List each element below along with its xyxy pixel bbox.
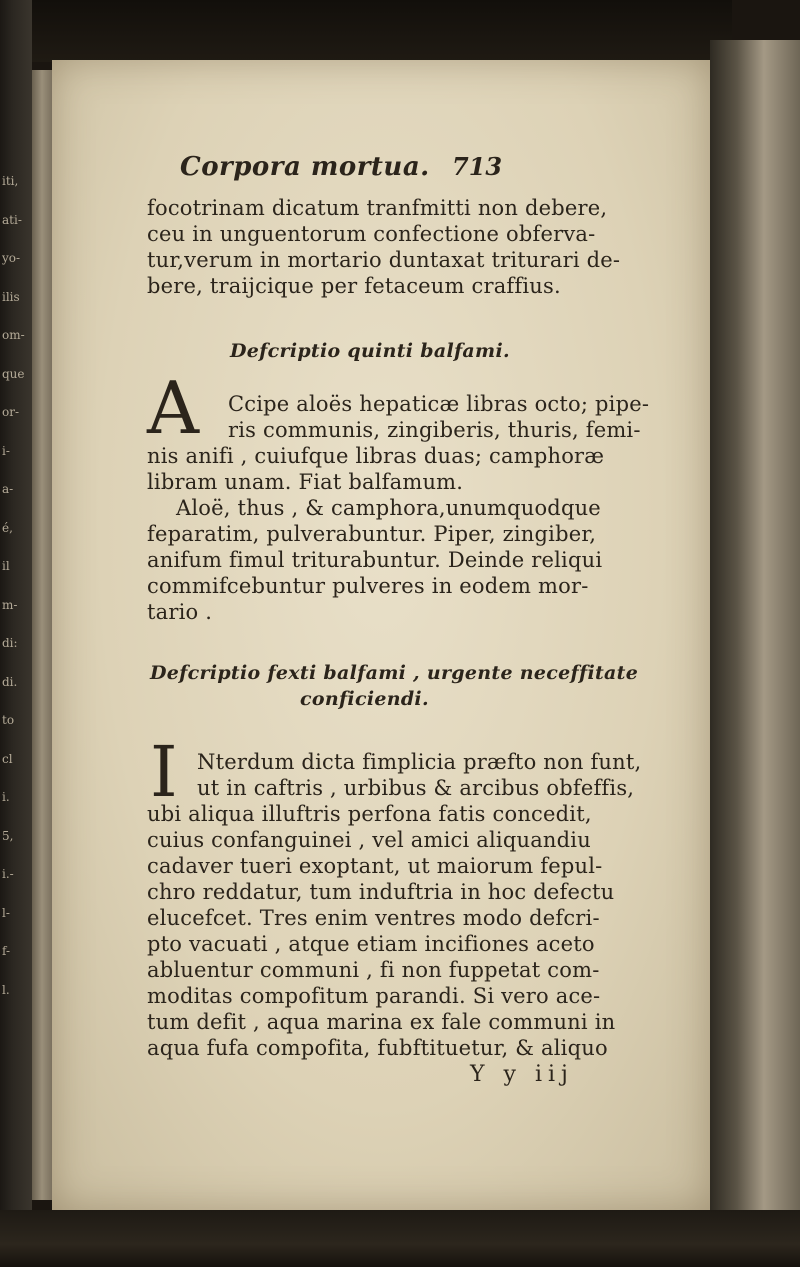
previous-page-fragment: 5,	[2, 828, 14, 843]
page-header	[180, 152, 510, 192]
previous-page-fragment: i.-	[2, 867, 14, 881]
text-line: Ccipe aloës hepaticæ libras octo; pipe-	[228, 392, 650, 416]
scan-top-margin	[32, 0, 732, 62]
text-line: tur,verum in mortario duntaxat triturari de-	[147, 248, 621, 272]
previous-page-fragment: or-	[2, 405, 20, 419]
text-line: cadaver tueri exoptant, ut maiorum fepul-	[147, 854, 603, 878]
text-line: elucefcet. Tres enim ventres modo defcri-	[147, 906, 600, 930]
previous-page-fragment: m-	[2, 597, 18, 612]
drop-cap-initial: I	[150, 731, 178, 813]
page-number: 713	[452, 152, 503, 181]
previous-page-fragment: l-	[2, 905, 10, 920]
text-line: chro reddatur, tum induftria in hoc defectu	[147, 880, 615, 904]
running-title: Corpora mortua.	[180, 152, 430, 182]
text-line: Aloë, thus , & camphora,unumquodque	[176, 496, 601, 520]
text-line: ceu in unguentorum confectione obferva-	[147, 222, 596, 246]
text-line: Nterdum dicta fimplicia præfto non funt,	[197, 750, 642, 774]
scan-bottom-margin	[0, 1210, 800, 1267]
section-caption: Defcriptio fexti balfami , urgente neceffitate	[150, 662, 639, 684]
previous-page-fragment: il	[2, 559, 10, 573]
section-caption-continuation: conficiendi.	[300, 688, 429, 710]
text-line: libram unam. Fiat balfamum.	[147, 470, 464, 494]
text-line: focotrinam dicatum tranfmitti non debere,	[147, 196, 608, 220]
scan-right-margin	[710, 40, 800, 1220]
previous-page-strip	[0, 0, 32, 1267]
page-gutter	[32, 70, 52, 1200]
previous-page-fragment: di:	[2, 636, 18, 650]
drop-cap-initial: A	[147, 366, 199, 450]
previous-page-fragment: a-	[2, 482, 14, 496]
text-line: tum defit , aqua marina ex fale communi in	[147, 1010, 616, 1034]
text-line: ris communis, zingiberis, thuris, femi-	[228, 418, 641, 442]
previous-page-fragment: ati-	[2, 212, 22, 227]
text-line: ut in caftris , urbibus & arcibus obfeffis,	[197, 776, 635, 800]
previous-page-fragment: to	[2, 713, 15, 727]
text-line: moditas compofitum parandi. Si vero ace-	[147, 984, 601, 1008]
previous-page-fragment: ilis	[2, 289, 20, 304]
text-line: anifum fimul triturabuntur. Deinde reliqui	[147, 548, 603, 572]
previous-page-fragment: l.	[2, 982, 10, 997]
previous-page-fragment: i-	[2, 443, 10, 458]
previous-page-fragment: di.	[2, 674, 18, 689]
text-line: bere, traijcique per fetaceum craffius.	[147, 274, 561, 298]
previous-page-fragment: é,	[2, 520, 13, 535]
previous-page-fragment: que	[2, 366, 25, 381]
text-line: ubi aliqua illuftris perfona fatis concedit,	[147, 802, 592, 826]
section-caption: Defcriptio quinti balfami.	[230, 340, 510, 362]
text-line: nis anifi , cuiufque libras duas; camphoræ	[147, 444, 605, 468]
signature-mark: Y y iij	[470, 1062, 574, 1087]
previous-page-fragment: i.	[2, 790, 10, 804]
text-line: pto vacuati , atque etiam incifiones aceto	[147, 932, 595, 956]
text-line: cuius confanguinei , vel amici aliquandiu	[147, 828, 591, 852]
previous-page-fragment: f-	[2, 944, 11, 958]
text-line: aqua fufa compofita, fubftituetur, & aliquo	[147, 1036, 608, 1060]
previous-page-fragment: cl	[2, 751, 13, 766]
previous-page-fragment: om-	[2, 328, 25, 342]
text-line: abluentur communi , fi non fuppetat com-	[147, 958, 600, 982]
previous-page-fragment: iti,	[2, 174, 19, 188]
previous-page-fragment: yo-	[2, 251, 21, 265]
text-line: commifcebuntur pulveres in eodem mor-	[147, 574, 589, 598]
text-line: feparatim, pulverabuntur. Piper, zingiber,	[147, 522, 597, 546]
text-line: tario .	[147, 600, 213, 624]
